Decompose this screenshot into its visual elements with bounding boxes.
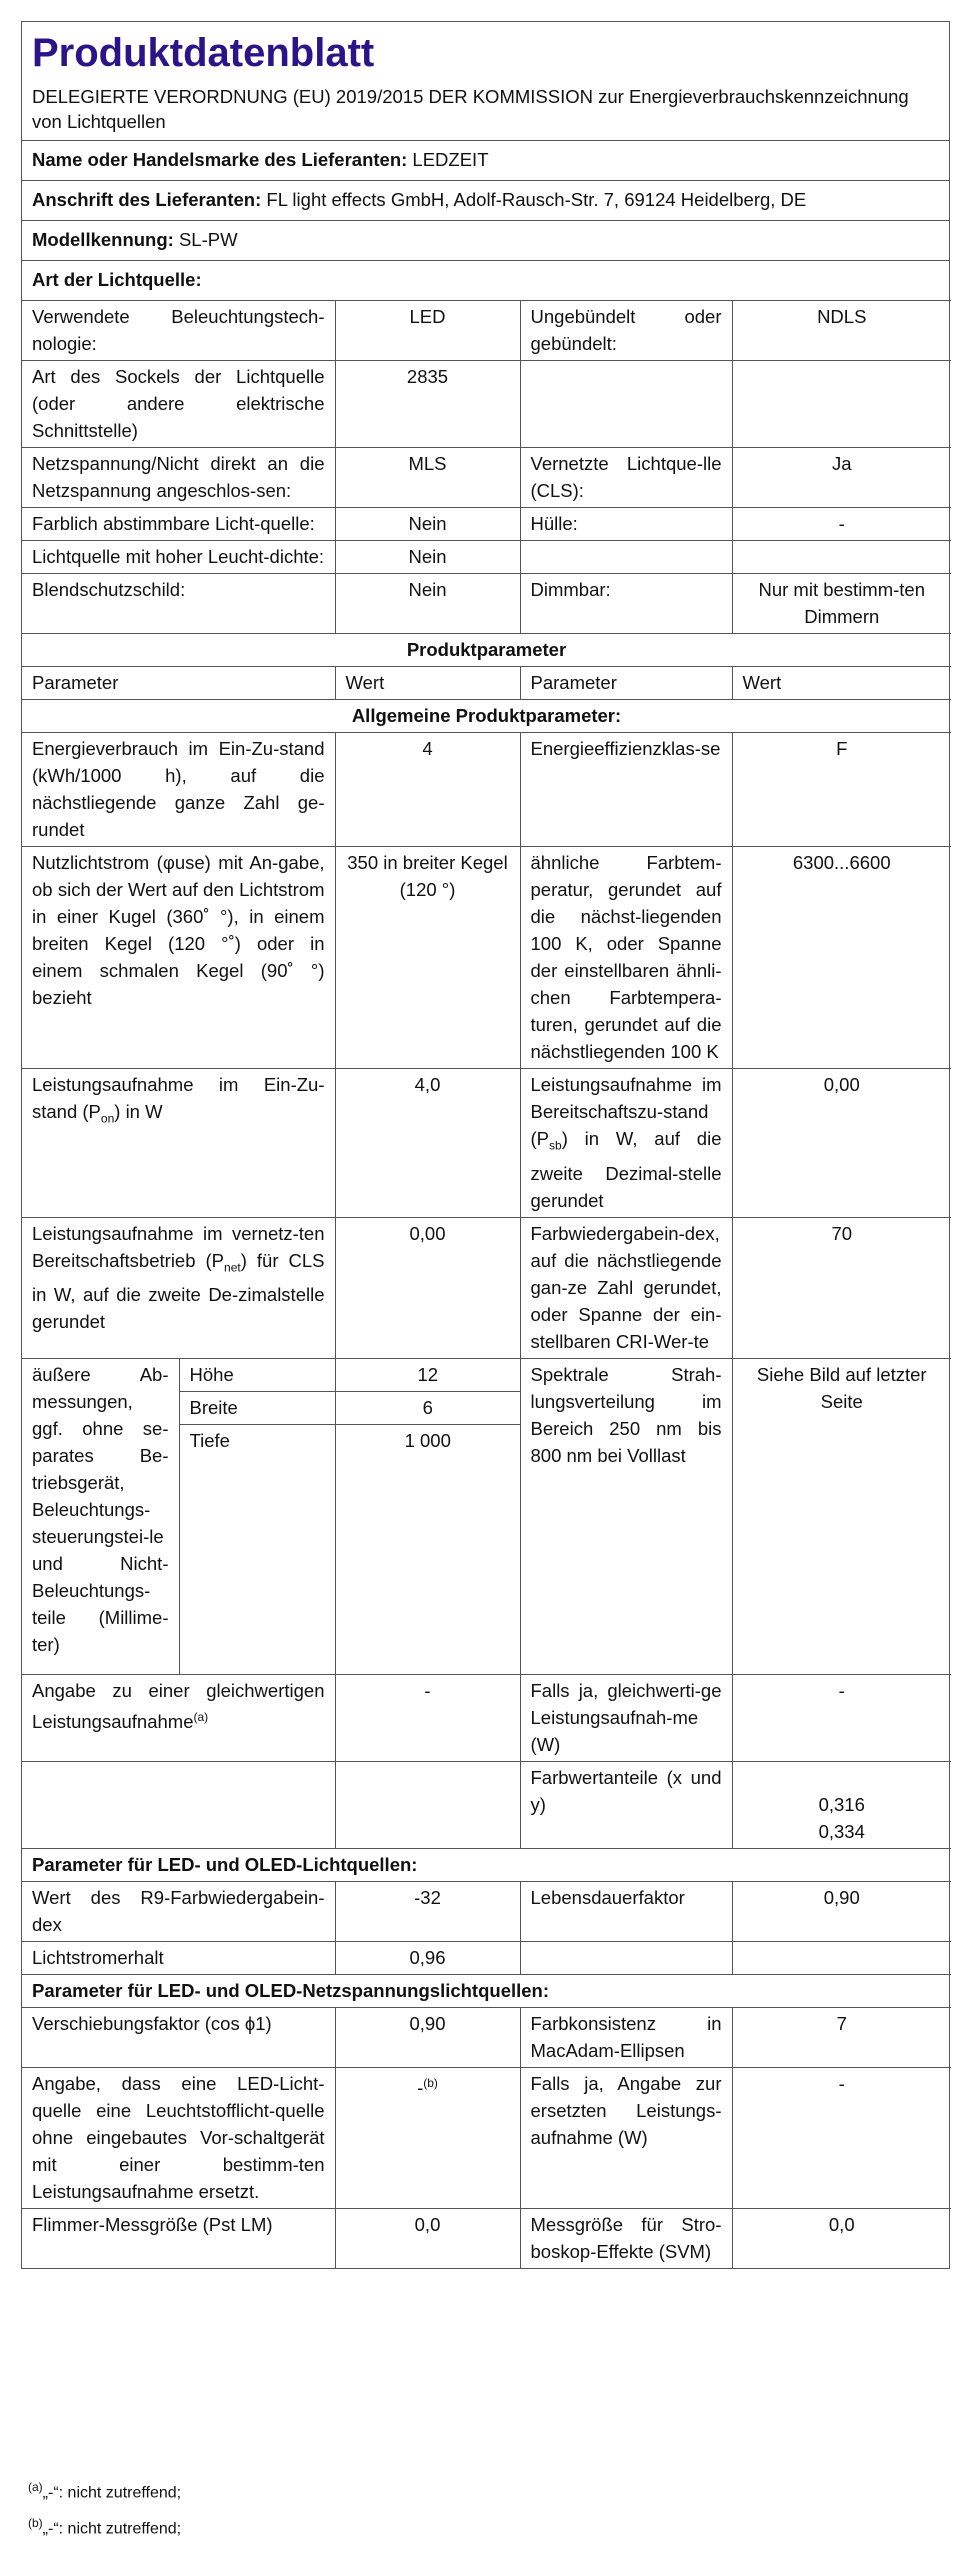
dimension-value: 1 000 bbox=[335, 1424, 520, 1674]
param-cell: Farblich abstimmbare Licht-quelle: bbox=[22, 508, 335, 541]
address-row bbox=[22, 181, 949, 221]
value-cell: 0,0 bbox=[335, 2209, 520, 2269]
table-row bbox=[22, 1675, 951, 1762]
param-cell: Blendschutzschild: bbox=[22, 574, 335, 634]
value-cell: Siehe Bild auf letzter Seite bbox=[732, 1358, 951, 1675]
type-heading: Art der Lichtquelle: bbox=[32, 269, 202, 290]
value-cell: - bbox=[732, 1675, 951, 1762]
mls-params-heading: Parameter für LED- und OLED-Netzspannungslichtquellen: bbox=[22, 1975, 951, 2008]
footnote-mark: (b) bbox=[28, 2516, 43, 2531]
product-data-sheet bbox=[21, 21, 950, 2269]
value-cell: - bbox=[335, 1675, 520, 1762]
table-row bbox=[22, 1217, 951, 1358]
table-row bbox=[22, 2209, 951, 2269]
param-cell: Farbkonsistenz in MacAdam-Ellipsen bbox=[520, 2008, 732, 2068]
value-cell: 0,00 bbox=[732, 1069, 951, 1218]
table-row bbox=[22, 2068, 951, 2209]
param-cell: Spektrale Strah-lungsverteilung im Bereich 250 nm bis 800 nm bei Volllast bbox=[520, 1358, 732, 1675]
param-cell: Ungebündelt oder gebündelt: bbox=[520, 301, 732, 361]
data-table bbox=[22, 300, 951, 2268]
param-cell: Flimmer-Messgröße (Pst LM) bbox=[22, 2209, 335, 2269]
value-cell: 0,96 bbox=[335, 1942, 520, 1975]
value-cell bbox=[732, 1942, 951, 1975]
led-params-heading: Parameter für LED- und OLED-Lichtquellen: bbox=[22, 1849, 951, 1882]
sheet-header bbox=[22, 22, 949, 141]
param-cell: Angabe, dass eine LED-Licht-quelle eine Leuchtstofflicht-quelle ohne eingebautes Vor-schaltgerät mit einer bestimm-ten Leistungsaufnahme ersetzt. bbox=[22, 2068, 335, 2209]
param-text: Leistungsaufnahme im Bereitschaftszu-stand (P bbox=[530, 1074, 722, 1149]
chroma-y: 0,334 bbox=[818, 1821, 865, 1843]
address-value: FL light effects GmbH, Adolf-Rausch-Str. 7, 69124 Heidelberg, DE bbox=[266, 189, 807, 210]
param-cell: Farbwiedergabein-dex, auf die nächstliegende gan-ze Zahl gerundet, oder Spanne der ein-stellbaren CRI-Wer-te bbox=[520, 1217, 732, 1358]
param-cell: ähnliche Farbtem-peratur, gerundet auf die nächst-liegenden 100 K, oder Spanne der einstellbaren ähnli-chen Farbtempera-turen, gerundet auf die nächstliegenden 100 K bbox=[520, 847, 732, 1069]
dimensions-table bbox=[22, 1359, 520, 1675]
param-cell: Falls ja, Angabe zur ersetzten Leistungs-aufnahme (W) bbox=[520, 2068, 732, 2209]
dimension-value: 6 bbox=[335, 1391, 520, 1424]
model-value: SL-PW bbox=[178, 229, 238, 250]
param-cell: Vernetzte Lichtque-lle (CLS): bbox=[520, 448, 732, 508]
value-cell: F bbox=[732, 733, 951, 847]
param-cell: Lichtquelle mit hoher Leucht-dichte: bbox=[22, 541, 335, 574]
param-text: ) für CLS in W, auf die zweite De-zimalstelle gerundet bbox=[32, 1249, 325, 1333]
value-cell bbox=[335, 2068, 520, 2209]
param-cell: Lichtstromerhalt bbox=[22, 1942, 335, 1975]
param-cell bbox=[520, 541, 732, 574]
param-text: ) in W bbox=[114, 1101, 163, 1122]
table-row bbox=[22, 1069, 951, 1218]
value-cell: MLS bbox=[335, 448, 520, 508]
value-cell: - bbox=[732, 508, 951, 541]
param-cell: Dimmbar: bbox=[520, 574, 732, 634]
supplier-label: Name oder Handelsmarke des Lieferanten: bbox=[32, 149, 408, 170]
table-row bbox=[22, 301, 951, 361]
value-cell: 350 in breiter Kegel (120 °) bbox=[335, 847, 520, 1069]
table-row bbox=[22, 847, 951, 1069]
regulation-text: DELEGIERTE VERORDNUNG (EU) 2019/2015 DER KOMMISSION zur Energieverbrauchskennzeichnung von Lichtquellen bbox=[32, 86, 909, 132]
value-cell: 0,90 bbox=[335, 2008, 520, 2068]
dimension-label: Tiefe bbox=[179, 1424, 335, 1674]
subscript: sb bbox=[549, 1138, 562, 1153]
param-cell: Nutzlichtstrom (φuse) mit An-gabe, ob sich der Wert auf den Lichtstrom in einer Kugel (360˚ °), in einem breiten Kegel (120 °˚) oder in einem schmalen Kegel (90˚ °) bezieht bbox=[22, 847, 335, 1069]
section-heading-row bbox=[22, 634, 951, 667]
footnotes bbox=[28, 2472, 181, 2545]
value-cell: 4,0 bbox=[335, 1069, 520, 1218]
table-row bbox=[22, 1942, 951, 1975]
address-label: Anschrift des Lieferanten: bbox=[32, 189, 262, 210]
value-cell: Nur mit bestimm-ten Dimmern bbox=[732, 574, 951, 634]
param-text: ) in W, auf die zweite Dezimal-stelle gerundet bbox=[530, 1128, 722, 1211]
supplier-row bbox=[22, 141, 949, 181]
param-cell bbox=[22, 1675, 335, 1762]
table-row bbox=[22, 361, 951, 448]
model-row bbox=[22, 221, 949, 261]
param-cell: Messgröße für Stro-boskop-Effekte (SVM) bbox=[520, 2209, 732, 2269]
value-cell: 0,00 bbox=[335, 1217, 520, 1358]
value-cell: -32 bbox=[335, 1882, 520, 1942]
dimension-label: Höhe bbox=[179, 1359, 335, 1392]
value-cell: 0,90 bbox=[732, 1882, 951, 1942]
value-cell: NDLS bbox=[732, 301, 951, 361]
param-cell: Falls ja, gleichwerti-ge Leistungsaufnah-me (W) bbox=[520, 1675, 732, 1762]
column-header: Parameter bbox=[22, 667, 335, 700]
value-cell: Ja bbox=[732, 448, 951, 508]
value-cell: 2835 bbox=[335, 361, 520, 448]
param-cell bbox=[520, 1942, 732, 1975]
param-cell: Energieverbrauch im Ein-Zu-stand (kWh/1000 h), auf die nächstliegende ganze Zahl ge-rundet bbox=[22, 733, 335, 847]
value-cell: 0,0 bbox=[732, 2209, 951, 2269]
column-header-row bbox=[22, 667, 951, 700]
value-text: - bbox=[417, 2077, 424, 2099]
value-cell: 4 bbox=[335, 733, 520, 847]
param-cell bbox=[520, 1069, 732, 1218]
page-title: Produktdatenblatt bbox=[32, 31, 375, 75]
section-heading-row bbox=[22, 1975, 951, 2008]
section-heading-row bbox=[22, 700, 951, 733]
value-cell: - bbox=[732, 2068, 951, 2209]
value-cell: 70 bbox=[732, 1217, 951, 1358]
value-cell: 6300...6600 bbox=[732, 847, 951, 1069]
param-cell: Verschiebungsfaktor (cos ϕ1) bbox=[22, 2008, 335, 2068]
footnote-mark: (a) bbox=[28, 2480, 43, 2494]
param-cell bbox=[22, 1069, 335, 1218]
param-text: Leistungsaufnahme im Ein-Zu-stand (P bbox=[32, 1074, 325, 1122]
empty-cell bbox=[22, 1762, 335, 1849]
table-row bbox=[22, 541, 951, 574]
table-row bbox=[22, 1882, 951, 1942]
param-cell: Verwendete Beleuchtungstech-nologie: bbox=[22, 301, 335, 361]
dimension-value: 12 bbox=[335, 1359, 520, 1392]
value-cell bbox=[732, 541, 951, 574]
value-cell: Nein bbox=[335, 508, 520, 541]
param-text: Angabe zu einer gleichwertigen Leistungsaufnahme bbox=[32, 1680, 325, 1733]
column-header: Wert bbox=[732, 667, 951, 700]
table-row bbox=[22, 574, 951, 634]
param-cell: Lebensdauerfaktor bbox=[520, 1882, 732, 1942]
footnote-text: „-“: nicht zutreffend; bbox=[42, 2520, 182, 2538]
param-cell: Art des Sockels der Lichtquelle (oder andere elektrische Schnittstelle) bbox=[22, 361, 335, 448]
chroma-x: 0,316 bbox=[818, 1794, 865, 1816]
dimension-row bbox=[22, 1359, 520, 1392]
type-heading-row bbox=[22, 261, 949, 300]
dimension-label: Breite bbox=[179, 1391, 335, 1424]
column-header: Parameter bbox=[520, 667, 732, 700]
param-text: Leistungsaufnahme im vernetz-ten Bereitschaftsbetrieb (P bbox=[32, 1222, 325, 1271]
param-cell: Netzspannung/Nicht direkt an die Netzspannung angeschlos-sen: bbox=[22, 448, 335, 508]
value-cell bbox=[732, 1762, 951, 1849]
column-header: Wert bbox=[335, 667, 520, 700]
footnote bbox=[28, 2508, 181, 2544]
subscript: on bbox=[100, 1111, 115, 1126]
footnote-text: „-“: nicht zutreffend; bbox=[42, 2484, 182, 2502]
dimensions-cell bbox=[22, 1358, 520, 1675]
section-heading-row bbox=[22, 1849, 951, 1882]
table-row bbox=[22, 448, 951, 508]
empty-cell bbox=[335, 1762, 520, 1849]
table-row bbox=[22, 733, 951, 847]
table-row bbox=[22, 1762, 951, 1849]
general-params-heading: Allgemeine Produktparameter: bbox=[22, 700, 951, 733]
param-cell bbox=[22, 1217, 335, 1358]
subscript: net bbox=[224, 1260, 241, 1275]
param-cell: Hülle: bbox=[520, 508, 732, 541]
table-row-dimensions bbox=[22, 1358, 951, 1675]
param-cell: Energieeffizienzklas-se bbox=[520, 733, 732, 847]
model-label: Modellkennung: bbox=[32, 229, 174, 250]
dimensions-label: äußere Ab-messungen, ggf. ohne se-parates Be-triebsgerät, Beleuchtungs-steuerungstei-le und Nicht-Beleuchtungs-teile (Millime-ter) bbox=[22, 1359, 179, 1675]
value-cell: 7 bbox=[732, 2008, 951, 2068]
product-params-heading: Produktparameter bbox=[22, 634, 951, 667]
value-cell: Nein bbox=[335, 574, 520, 634]
footnote-mark: (b) bbox=[423, 2076, 438, 2091]
supplier-value: LEDZEIT bbox=[412, 149, 489, 170]
value-cell: LED bbox=[335, 301, 520, 361]
value-cell: Nein bbox=[335, 541, 520, 574]
value-cell bbox=[732, 361, 951, 448]
footnote-mark: (a) bbox=[193, 1710, 209, 1725]
param-cell: Wert des R9-Farbwiedergabein-dex bbox=[22, 1882, 335, 1942]
table-row bbox=[22, 508, 951, 541]
param-cell: Farbwertanteile (x und y) bbox=[520, 1762, 732, 1849]
param-cell bbox=[520, 361, 732, 448]
table-row bbox=[22, 2008, 951, 2068]
footnote bbox=[28, 2472, 181, 2508]
